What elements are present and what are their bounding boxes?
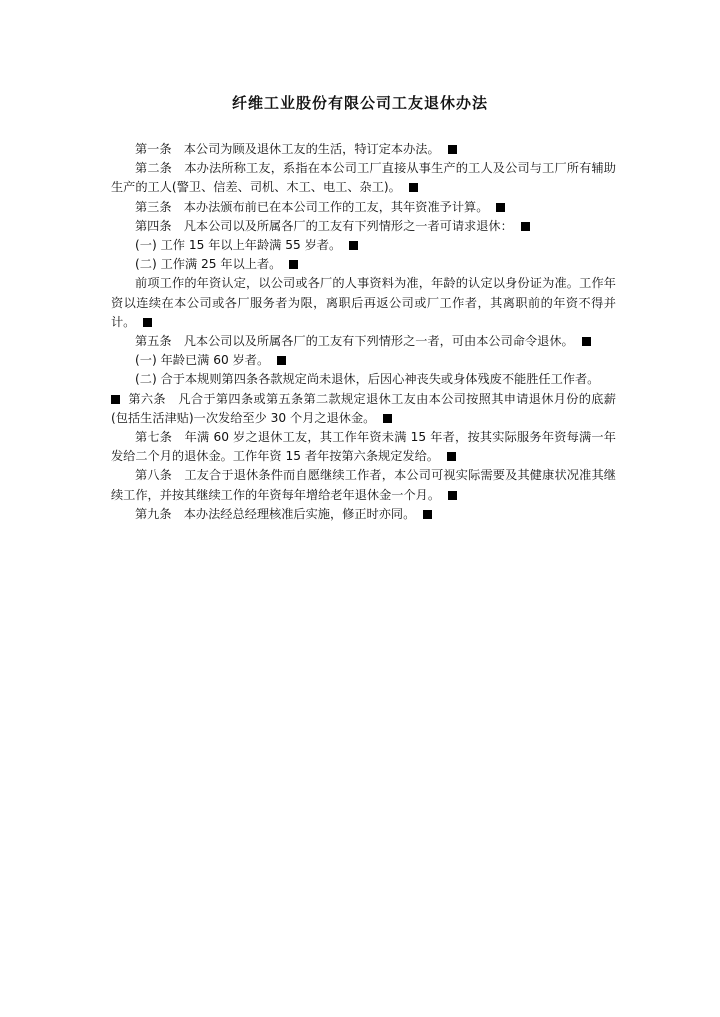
- article-7: [111, 428, 616, 466]
- article-2: [111, 159, 616, 197]
- end-mark-icon: [447, 452, 456, 461]
- article-8-text: 第八条 工友合于退休条件而自愿继续工作者，本公司可视实际需要及其健康状况准其继续工作，并按其继续工作的年资每年增给老年退休金一个月。: [111, 468, 616, 502]
- article-5-item-1: [111, 351, 616, 370]
- end-mark-icon: [448, 145, 457, 154]
- article-1-text: 第一条 本公司为顾及退休工友的生活，特订定本办法。: [135, 142, 440, 156]
- article-5-item-2: [111, 370, 616, 389]
- end-mark-icon: [277, 356, 286, 365]
- article-3-text: 第三条 本办法颁布前已在本公司工作的工友，其年资准予计算。: [135, 199, 489, 214]
- article-4-item-1: [111, 236, 616, 255]
- end-mark-icon: [409, 183, 418, 192]
- end-mark-icon: [383, 414, 392, 423]
- article-5-item-1-text: (一) 年龄已满 60 岁者。: [135, 353, 270, 368]
- article-9: [111, 505, 616, 524]
- article-4-note-text: 前项工作的年资认定，以公司或各厂的人事资料为准，年龄的认定以身份证为准。工作年资以连续在本公司或各厂服务者为限，离职后再返公司或厂工作者，其离职前的年资不得并计。: [111, 276, 616, 329]
- article-8: [111, 466, 616, 504]
- article-4-note: [111, 274, 616, 332]
- end-mark-icon: [423, 510, 432, 519]
- end-mark-icon: [521, 222, 530, 231]
- article-4-item-1-text: (一) 工作 15 年以上年龄满 55 岁者。: [135, 238, 342, 253]
- article-5: [111, 332, 616, 351]
- end-mark-icon: [143, 318, 152, 327]
- article-5-text: 第五条 凡本公司以及所属各厂的工友有下列情形之一者，可由本公司命令退休。: [135, 334, 574, 349]
- document-body: [111, 140, 616, 524]
- end-mark-icon: [448, 491, 457, 500]
- article-3: [111, 198, 616, 217]
- end-mark-icon: [289, 260, 298, 269]
- article-4-text: 第四条 凡本公司以及所属各厂的工友有下列情形之一者可请求退休：: [135, 218, 513, 233]
- document-title: 纤维工业股份有限公司工友退休办法: [231, 94, 488, 112]
- article-4-item-2-text: (二) 工作满 25 年以上者。: [135, 257, 282, 272]
- article-9-text: 第九条 本办法经总经理核准后实施，修正时亦同。: [135, 506, 416, 521]
- article-2-text: 第二条 本办法所称工友，系指在本公司工厂直接从事生产的工人及公司与工厂所有辅助生产的工人(警卫、信差、司机、木工、电工、杂工)。: [111, 161, 616, 195]
- article-5-item-2-text: (二) 合于本规则第四条各款规定尚未退休，后因心神丧失或身体残废不能胜任工作者。: [135, 372, 600, 387]
- article-4: [111, 217, 616, 236]
- article-6-text: 第六条 凡合于第四条或第五条第二款规定退休工友由本公司按照其申请退休月份的底薪(包括生活津贴)一次发给至少 30 个月之退休金。: [111, 391, 616, 425]
- end-mark-icon: [349, 241, 358, 250]
- end-mark-icon: [582, 337, 591, 346]
- article-1: [111, 140, 616, 159]
- end-mark-icon: [111, 395, 120, 404]
- article-6: [111, 390, 616, 428]
- end-mark-icon: [496, 203, 505, 212]
- article-4-item-2: [111, 255, 616, 274]
- article-7-text: 第七条 年满 60 岁之退休工友，其工作年资未满 15 年者，按其实际服务年资每满一年发给二个月的退休金。工作年资 15 者年按第六条规定发给。: [111, 430, 616, 464]
